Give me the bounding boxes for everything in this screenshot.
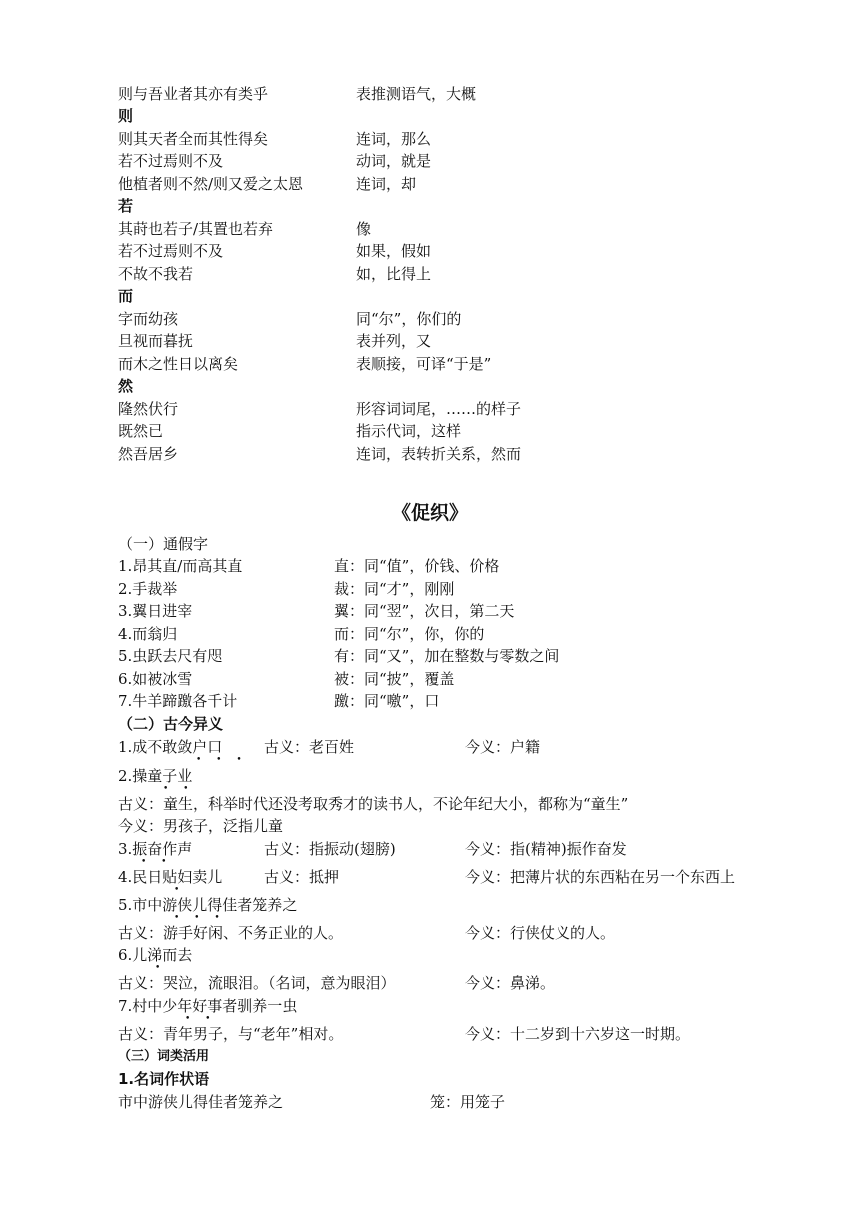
entry-right: 形容词词尾，……的样子 bbox=[356, 400, 522, 418]
entry-right: 表推测语气，大概 bbox=[356, 85, 477, 103]
item-text: 5.虫跃去尺有咫 bbox=[118, 647, 223, 665]
item-explanation: 而：同“尔”，你，你的 bbox=[334, 625, 485, 643]
ancient-meaning: 古义：青年男子，与“老年”相对。 bbox=[118, 1025, 344, 1043]
emphasis-dots: • • bbox=[185, 1014, 217, 1024]
item-text: 6.儿涕而去 bbox=[118, 946, 193, 964]
ancient-meaning: 古义：抵押 bbox=[264, 868, 340, 886]
modern-meaning: 今义：把薄片状的东西粘在另一个东西上 bbox=[465, 868, 736, 886]
word-heading: 则 bbox=[118, 107, 134, 125]
modern-meaning: 今义：男孩子，泛指儿童 bbox=[118, 817, 284, 835]
item-text: 7.村中少年好事者驯养一虫 bbox=[118, 997, 298, 1015]
item-text: 1.昂其直/而高其直 bbox=[118, 557, 243, 575]
emphasis-dot: • bbox=[174, 885, 180, 895]
page-title: 《促织》 bbox=[391, 502, 468, 524]
entry-right: 如，比得上 bbox=[356, 265, 432, 283]
ancient-meaning: 古义：童生，科举时代还没考取秀才的读书人，不论年纪大小，都称为“童生” bbox=[118, 795, 629, 813]
entry-left: 既然已 bbox=[118, 422, 164, 440]
subsection-heading: 1.名词作状语 bbox=[118, 1070, 210, 1088]
item-explanation: 躈：同“噭”，口 bbox=[334, 692, 440, 710]
entry-left: 若不过焉则不及 bbox=[118, 152, 224, 170]
section-heading: （一）通假字 bbox=[118, 535, 209, 553]
entry-right: 连词，那么 bbox=[356, 130, 432, 148]
modern-meaning: 今义：户籍 bbox=[465, 738, 541, 756]
entry-right: 如果，假如 bbox=[356, 242, 432, 260]
item-text: 6.如被冰雪 bbox=[118, 670, 193, 688]
item-text: 市中游侠儿得佳者笼养之 bbox=[118, 1093, 284, 1111]
item-text: 3.振奋作声 bbox=[118, 840, 193, 858]
ancient-meaning: 古义：哭泣，流眼泪。（名词，意为眼泪） bbox=[118, 974, 396, 992]
entry-left: 不故不我若 bbox=[118, 265, 194, 283]
ancient-meaning: 古义：老百姓 bbox=[264, 738, 355, 756]
entry-left: 隆然伏行 bbox=[118, 400, 179, 418]
entry-right: 同“尔”，你们的 bbox=[356, 310, 462, 328]
modern-meaning: 今义：指(精神)振作奋发 bbox=[465, 840, 627, 858]
item-explanation: 直：同“值”，价钱、价格 bbox=[334, 557, 500, 575]
item-explanation: 翼：同“翌”，次日，第二天 bbox=[334, 602, 515, 620]
entry-left: 他植者则不然/则又爱之太恩 bbox=[118, 175, 304, 193]
item-text: 2.手裁举 bbox=[118, 580, 178, 598]
entry-left: 其莳也若子/其置也若弃 bbox=[118, 220, 274, 238]
item-text: 3.翼日进宰 bbox=[118, 602, 193, 620]
item-text: 4.民日贴妇卖儿 bbox=[118, 868, 223, 886]
entry-left: 则与吾业者其亦有类乎 bbox=[118, 85, 269, 103]
entry-left: 字而幼孩 bbox=[118, 310, 179, 328]
section-heading: （二）古今异义 bbox=[118, 715, 224, 733]
modern-meaning: 今义：行侠仗义的人。 bbox=[465, 924, 616, 942]
emphasis-dots: • • bbox=[141, 857, 173, 867]
word-heading: 而 bbox=[118, 287, 134, 305]
item-text: 7.牛羊蹄躈各千计 bbox=[118, 692, 238, 710]
item-explanation: 有：同“又”，加在整数与零数之间 bbox=[334, 647, 560, 665]
item-text: 2.操童子业 bbox=[118, 767, 193, 785]
item-text: 5.市中游侠儿得佳者笼养之 bbox=[118, 896, 298, 914]
entry-left: 然吾居乡 bbox=[118, 445, 179, 463]
item-text: 1.成不敢敛户口 bbox=[118, 738, 223, 756]
ancient-meaning: 古义：指振动(翅膀) bbox=[264, 840, 396, 858]
emphasis-dots: • • • bbox=[196, 755, 248, 765]
entry-left: 而木之性日以离矣 bbox=[118, 355, 239, 373]
ancient-meaning: 古义：游手好闲、不务正业的人。 bbox=[118, 924, 344, 942]
entry-right: 连词，表转折关系，然而 bbox=[356, 445, 522, 463]
entry-right: 连词，却 bbox=[356, 175, 417, 193]
modern-meaning: 今义：十二岁到十六岁这一时期。 bbox=[465, 1025, 691, 1043]
entry-left: 则其天者全而其性得矣 bbox=[118, 130, 269, 148]
emphasis-dots: • • • bbox=[174, 913, 226, 923]
entry-right: 表并列，又 bbox=[356, 332, 432, 350]
item-explanation: 笼：用笼子 bbox=[430, 1093, 506, 1111]
section-heading: （三）词类活用 bbox=[118, 1049, 210, 1064]
entry-right: 像 bbox=[356, 220, 372, 238]
emphasis-dot: • bbox=[155, 963, 161, 973]
entry-left: 若不过焉则不及 bbox=[118, 242, 224, 260]
entry-right: 指示代词，这样 bbox=[356, 422, 462, 440]
word-heading: 若 bbox=[118, 197, 134, 215]
item-text: 4.而翁归 bbox=[118, 625, 178, 643]
emphasis-dots: • • bbox=[163, 784, 195, 794]
item-explanation: 被：同“披”，覆盖 bbox=[334, 670, 455, 688]
modern-meaning: 今义：鼻涕。 bbox=[465, 974, 556, 992]
word-heading: 然 bbox=[118, 377, 134, 395]
entry-right: 动词，就是 bbox=[356, 152, 432, 170]
entry-left: 旦视而暮抚 bbox=[118, 332, 194, 350]
entry-right: 表顺接，可译“于是” bbox=[356, 355, 492, 373]
item-explanation: 裁：同“才”，刚刚 bbox=[334, 580, 455, 598]
